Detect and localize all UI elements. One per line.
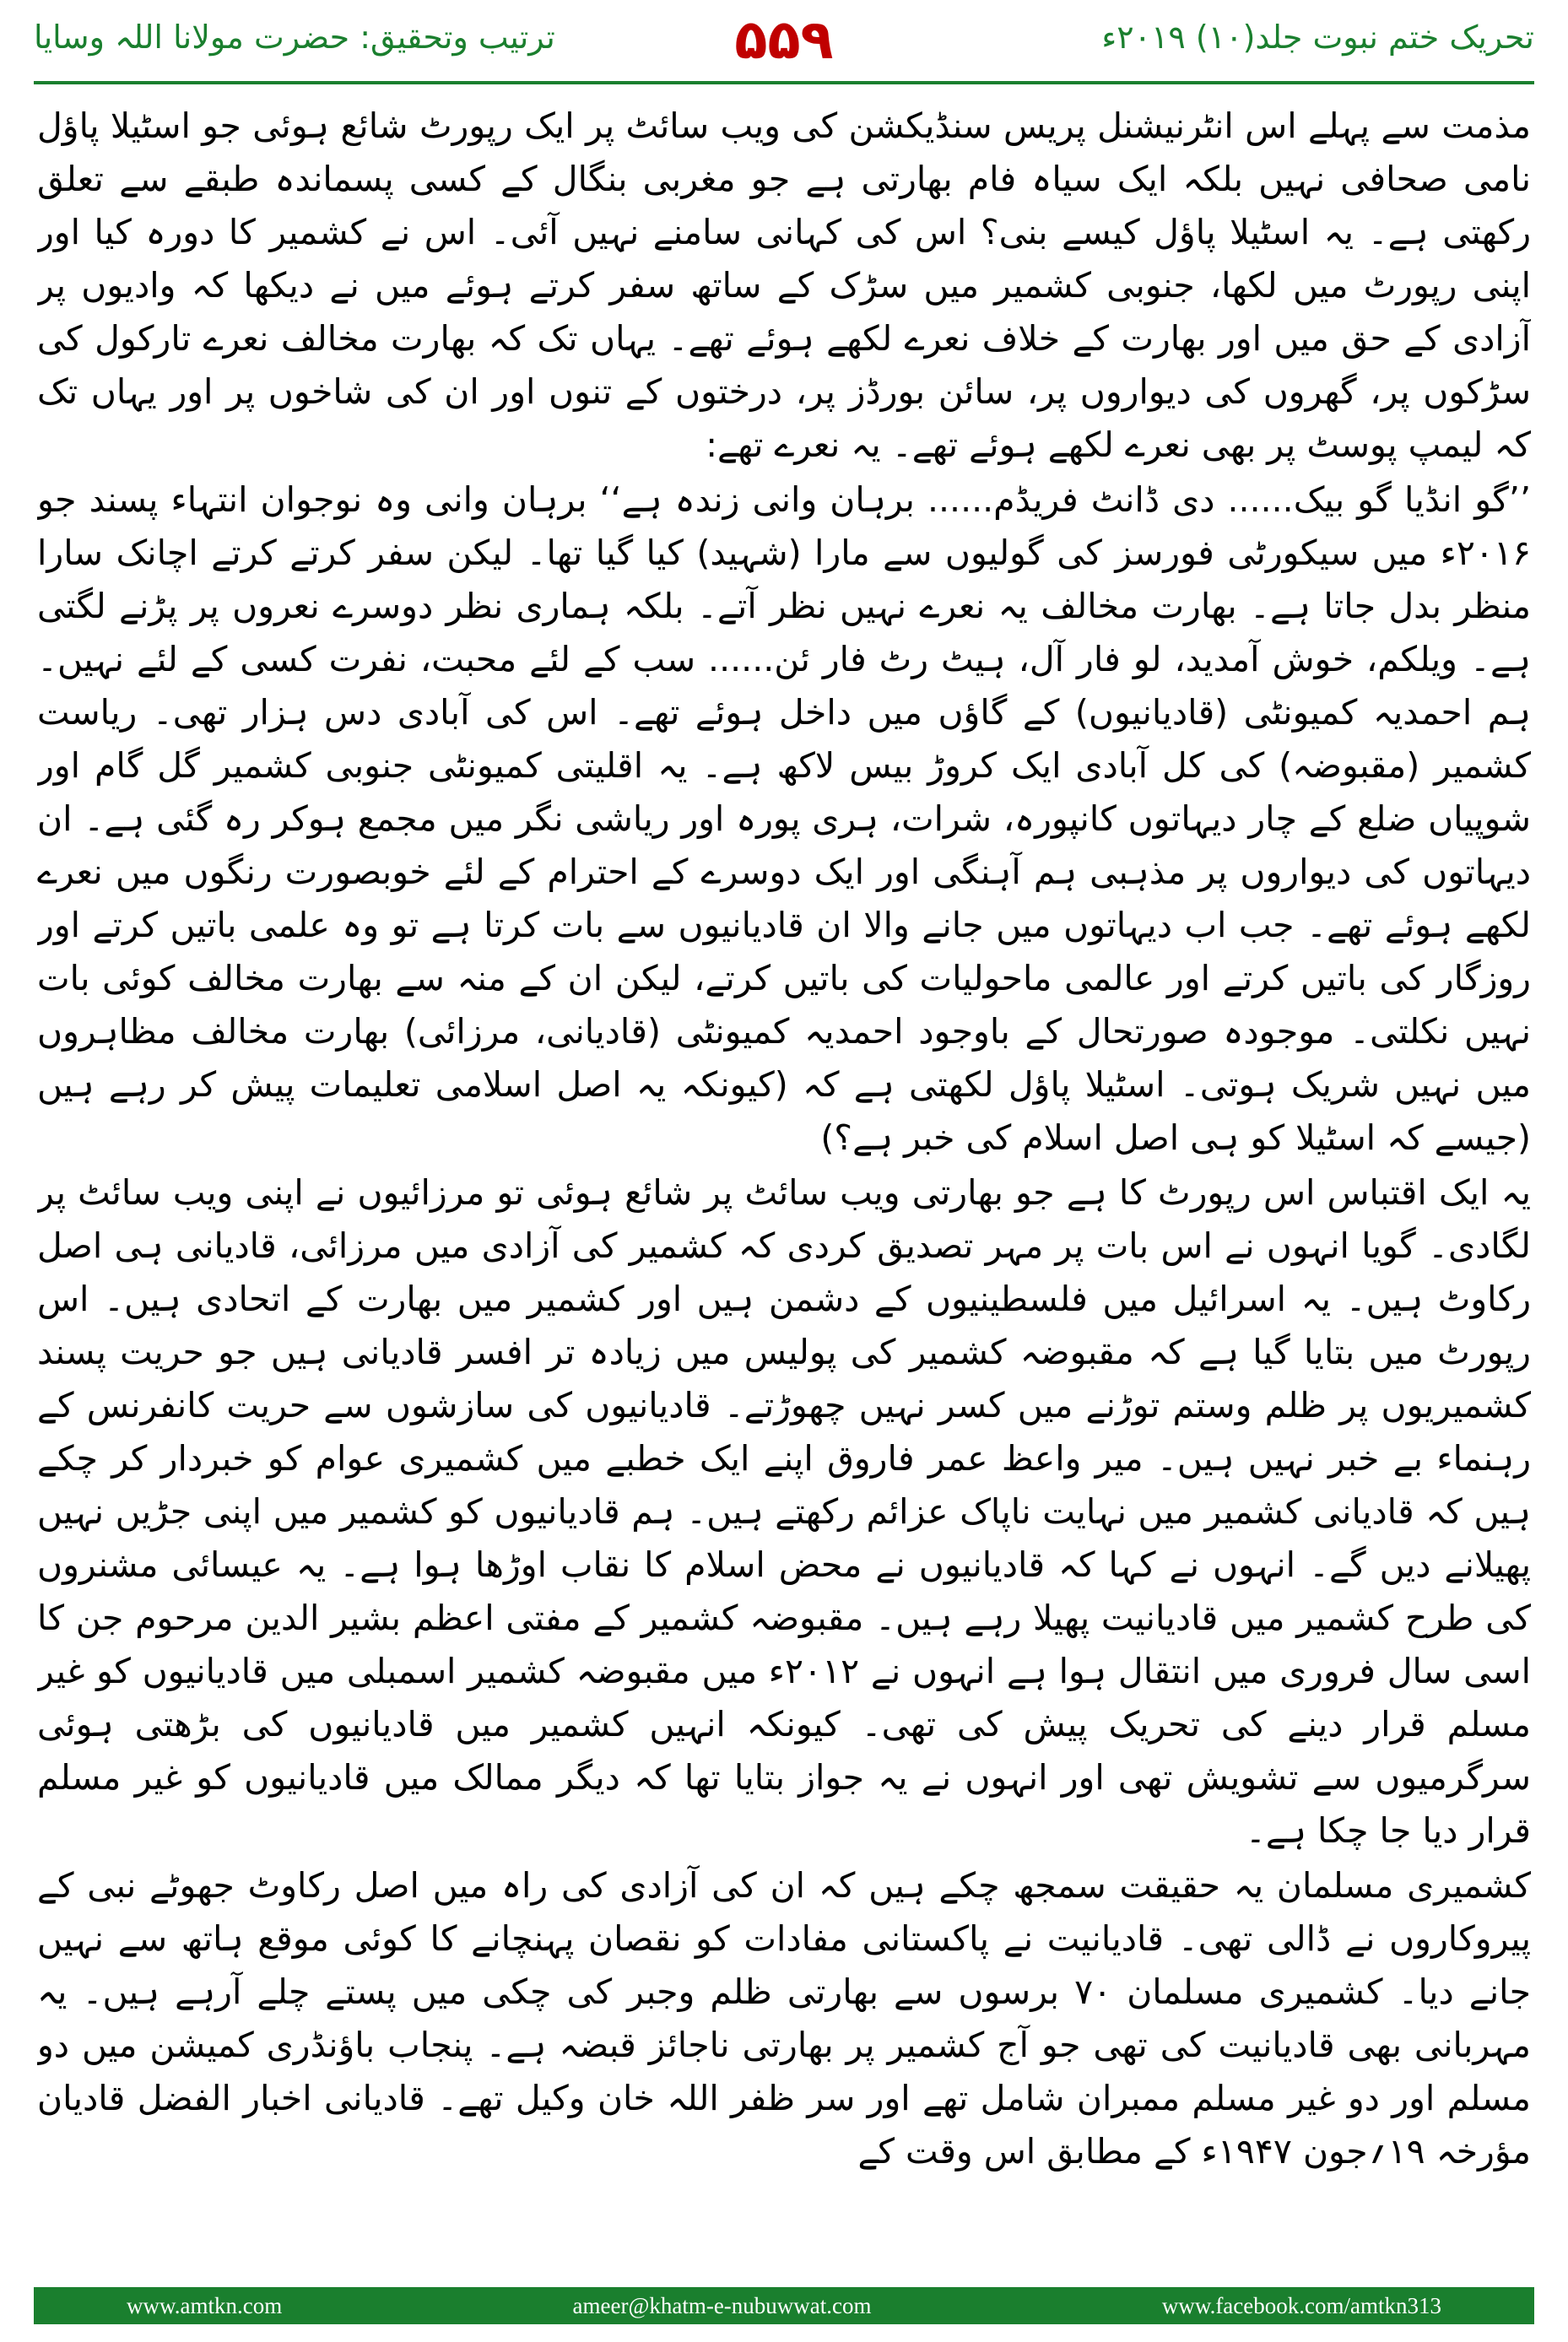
page-number: ۵۵۹ [734, 9, 834, 72]
website-link[interactable]: www.amtkn.com [127, 2292, 283, 2318]
paragraph: ’’گو انڈیا گو بیک...... دی ڈانٹ فریڈم...... برہان وانی زندہ ہے‘‘ برہان وانی وہ نوجوان انتہاء پسند جو ۲۰۱۶ء میں سیکورٹی فورسز کی گولیوں سے مارا (شہید) کیا گیا تھا۔ لیکن سفر کرتے کرتے اچانک سارا منظر بدل جاتا ہے۔ بھارت مخالف یہ نعرے نہیں نظر آتے۔ بلکہ ہماری نظر دوسرے نعروں پر پڑنے لگتی ہے۔ ویلکم، خوش آمدید، لو فار آل، ہیٹ رٹ فار ئن...... سب کے لئے محبت، نفرت کسی کے لئے نہیں۔ ہم احمدیہ کمیونٹی (قادیانیوں) کے گاؤں میں داخل ہوئے تھے۔ اس کی آبادی دس ہزار تھی۔ ریاست کشمیر (مقبوضہ) کی کل آبادی ایک کروڑ بیس لاکھ ہے۔ یہ اقلیتی کمیونٹی جنوبی کشمیر گل گام اور شوپیاں ضلع کے چار دیہاتوں کانپورہ، شرات، ہری پورہ اور ریاشی نگر میں مجمع ہوکر رہ گئی ہے۔ ان دیہاتوں کی دیواروں پر مذہبی ہم آہنگی اور ایک دوسرے کے احترام کے لئے خوبصورت رنگوں میں نعرے لکھے ہوئے تھے۔ جب اب دیہاتوں میں جانے والا ان قادیانیوں سے بات کرتا ہے تو وہ علمی باتیں کرتے اور روزگار کی باتیں کرتے اور عالمی ماحولیات کی باتیں کرتے، لیکن ان کے منہ سے بھارت مخالف کوئی بات نہیں نکلتی۔ موجودہ صورتحال کے باوجود احمدیہ کمیونٹی (قادیانی، مرزائی) بھارت مخالف مظاہروں میں نہیں شریک ہوتی۔ اسٹیلا پاؤل لکھتی ہے کہ (کیونکہ یہ اصل اسلامی تعلیمات پیش کر رہے ہیں (جیسے کہ اسٹیلا کو ہی اصل اسلام کی خبر ہے؟) [37, 479, 1531, 1158]
header-divider [34, 81, 1534, 84]
compiler-credit: ترتیب وتحقیق: حضرت مولانا اللہ وسایا [34, 19, 555, 56]
email-link[interactable]: ameer@khatm-e-nubuwwat.com [572, 2292, 872, 2318]
paragraph: کشمیری مسلمان یہ حقیقت سمجھ چکے ہیں کہ ان کی آزادی کی راہ میں اصل رکاوٹ جھوٹے نبی کے پیروکاروں نے ڈالی تھی۔ قادیانیت نے پاکستانی مفادات کو نقصان پہنچانے کا کوئی موقع ہاتھ سے نہیں جانے دیا۔ کشمیری مسلمان ۷۰ برسوں سے بھارتی ظلم وجبر کی چکی میں پستے چلے آرہے ہیں۔ یہ مہربانی بھی قادیانیت کی تھی جو آج کشمیر پر بھارتی ناجائز قبضہ ہے۔ پنجاب باؤنڈری کمیشن میں دو مسلم اور دو غیر مسلم ممبران شامل تھے اور سر ظفر اللہ خان وکیل تھے۔ قادیانی اخبار الفضل قادیان مؤرخہ ۱۹؍جون ۱۹۴۷ء کے مطابق اس وقت کے [37, 1865, 1531, 2172]
facebook-link[interactable]: www.facebook.com/amtkn313 [1161, 2292, 1441, 2318]
article-body [37, 100, 1531, 2243]
paragraph: مذمت سے پہلے اس انٹرنیشنل پریس سنڈیکشن کی ویب سائٹ پر ایک رپورٹ شائع ہوئی جو اسٹیلا پاؤل نامی صحافی نہیں بلکہ ایک سیاہ فام بھارتی ہے جو مغربی بنگال کے کسی پسماندہ طبقے سے تعلق رکھتی ہے۔ یہ اسٹیلا پاؤل کیسے بنی؟ اس کی کہانی سامنے نہیں آئی۔ اس نے کشمیر کا دورہ کیا اور اپنی رپورٹ میں لکھا، جنوبی کشمیر میں سڑک کے ساتھ سفر کرتے ہوئے میں نے دیکھا کہ وادیوں پر آزادی کے حق میں اور بھارت کے خلاف نعرے لکھے ہوئے تھے۔ یہاں تک کہ بھارت مخالف نعرے تارکول کی سڑکوں پر، گھروں کی دیواروں پر، سائن بورڈز پر، درختوں کے تنوں اور ان کی شاخوں پر اور یہاں تک کہ لیمپ پوسٹ پر بھی نعرے لکھے ہوئے تھے۔ یہ نعرے تھے: [37, 105, 1531, 465]
book-title: تحریک ختم نبوت جلد(۱۰) ۲۰۱۹ء [1101, 19, 1534, 56]
paragraph: یہ ایک اقتباس اس رپورٹ کا ہے جو بھارتی ویب سائٹ پر شائع ہوئی تو مرزائیوں نے اپنی ویب سائٹ پر لگادی۔ گویا انہوں نے اس بات پر مہر تصدیق کردی کہ کشمیر کی آزادی میں مرزائی، قادیانی ہی اصل رکاوٹ ہیں۔ یہ اسرائیل میں فلسطینیوں کے دشمن ہیں اور کشمیر میں بھارت کے اتحادی ہیں۔ اس رپورٹ میں بتایا گیا ہے کہ مقبوضہ کشمیر کی پولیس میں زیادہ تر افسر قادیانی ہیں جو حریت پسند کشمیریوں پر ظلم وستم توڑنے میں کسر نہیں چھوڑتے۔ قادیانیوں کی سازشوں سے حریت کانفرنس کے رہنماء بے خبر نہیں ہیں۔ میر واعظ عمر فاروق اپنے ایک خطبے میں کشمیری عوام کو خبردار کر چکے ہیں کہ قادیانی کشمیر میں نہایت ناپاک عزائم رکھتے ہیں۔ ہم قادیانیوں کو کشمیر میں اپنی جڑیں نہیں پھیلانے دیں گے۔ انہوں نے کہا کہ قادیانیوں نے محض اسلام کا نقاب اوڑھا ہوا ہے۔ یہ عیسائی مشنروں کی طرح کشمیر میں قادیانیت پھیلا رہے ہیں۔ مقبوضہ کشمیر کے مفتی اعظم بشیر الدین مرحوم جن کا اسی سال فروری میں انتقال ہوا ہے انہوں نے ۲۰۱۲ء میں مقبوضہ کشمیر اسمبلی میں قادیانیوں کو غیر مسلم قرار دینے کی تحریک پیش کی تھی۔ کیونکہ انہیں کشمیر میں قادیانیوں کی بڑھتی ہوئی سرگرمیوں سے تشویش تھی اور انہوں نے یہ جواز بتایا تھا کہ دیگر ممالک میں قادیانیوں کو غیر مسلم قرار دیا جا چکا ہے۔ [37, 1172, 1531, 1851]
page-header [0, 0, 1568, 81]
page-footer [34, 2287, 1534, 2324]
